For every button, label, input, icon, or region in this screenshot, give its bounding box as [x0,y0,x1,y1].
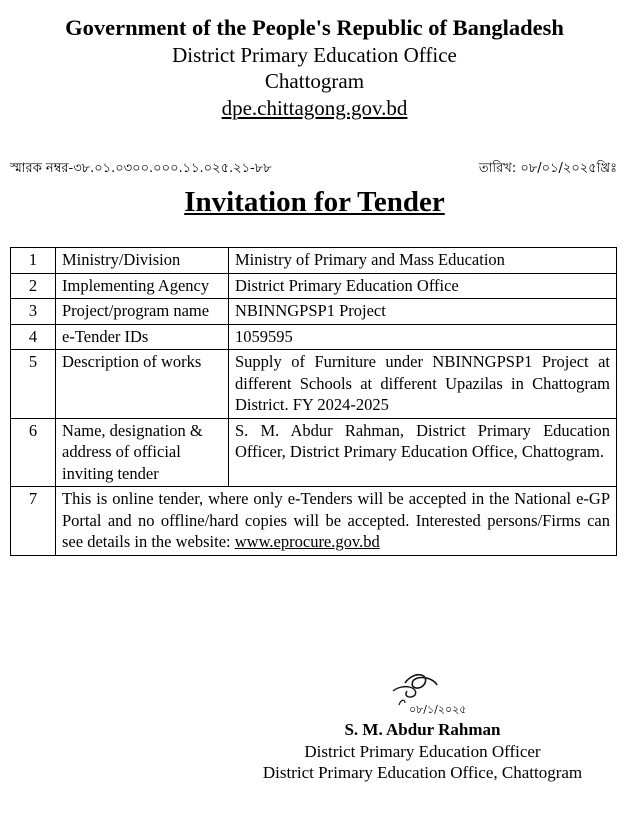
memo-date: তারিখ: ০৮/০১/২০২৫খ্রিঃ [478,161,617,176]
row-label: Ministry/Division [56,248,229,274]
signature-date: ০৮/১/২০২৫ [408,703,466,716]
memo-row [10,159,617,180]
office-city: Chattogram [264,69,365,93]
table-row [11,248,617,274]
table-row [11,324,617,350]
row-number: 1 [11,248,56,274]
row-number: 2 [11,273,56,299]
row-value: S. M. Abdur Rahman, District Primary Education Officer, District Primary Education Office, Chattogram. [229,418,617,487]
handwritten-signature [230,669,615,719]
row-number: 4 [11,324,56,350]
table-row [11,273,617,299]
signatory-office: District Primary Education Office, Chattogram [262,763,583,782]
online-tender-text: This is online tender, where only e-Tenders will be accepted in the National e-GP Portal and no offline/hard copies will be accepted. Interested persons/Firms can see details in the website: [62,489,610,551]
table-row [11,350,617,419]
row-label: e-Tender IDs [56,324,229,350]
table-row [11,299,617,325]
row-value: NBINNGPSP1 Project [229,299,617,325]
row-label: Name, designation & address of official inviting tender [56,418,229,487]
online-tender-note [56,487,617,556]
row-label: Implementing Agency [56,273,229,299]
table-row [11,418,617,487]
government-heading: Government of the People's Republic of Bangladesh [65,15,564,40]
row-number: 6 [11,418,56,487]
eprocure-link[interactable]: www.eprocure.gov.bd [234,532,380,551]
row-label: Description of works [56,350,229,419]
office-website: dpe.chittagong.gov.bd [221,96,408,120]
memo-reference: স্মারক নম্বর-৩৮.০১.০৩০০.০০০.১১.০২৫.২১-৮৮ [10,161,272,176]
table-row [11,487,617,556]
row-number: 5 [11,350,56,419]
signatory-designation: District Primary Education Officer [304,742,541,761]
signature-block [230,669,615,783]
tender-table [10,247,617,556]
row-value: District Primary Education Office [229,273,617,299]
row-number: 3 [11,299,56,325]
signatory-name: S. M. Abdur Rahman [344,720,501,739]
row-value: Ministry of Primary and Mass Education [229,248,617,274]
letterhead [0,14,629,121]
row-value: 1059595 [229,324,617,350]
signature-scribble-icon [353,669,493,719]
office-name: District Primary Education Office [172,43,457,67]
row-number: 7 [11,487,56,556]
row-value: Supply of Furniture under NBINNGPSP1 Project at different Schools at different Upazilas in Chattogram District. FY 2024-2025 [229,350,617,419]
page-title: Invitation for Tender [184,186,445,218]
row-label: Project/program name [56,299,229,325]
